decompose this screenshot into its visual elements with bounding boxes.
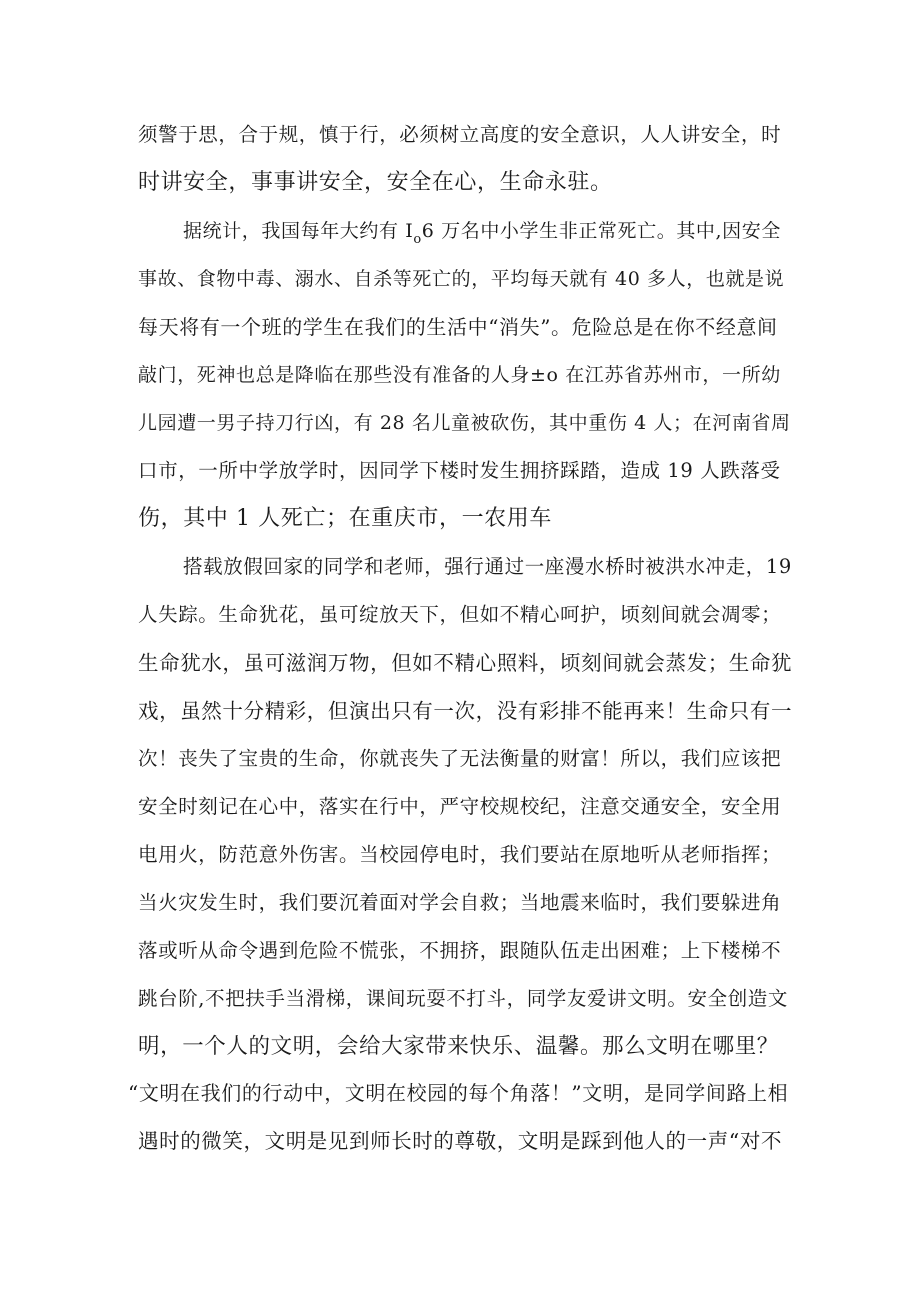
text-line: 人失踪。生命犹花，虽可绽放天下，但如不精心呵护，顷刻间就会凋零； — [138, 603, 782, 626]
text-line: 跳台阶,不把扶手当滑梯，课间玩耍不打斗，同学友爱讲文明。安全创造文 — [138, 987, 788, 1010]
text-line: 敲门，死神也总是降临在那些没有准备的人身±o 在江苏省苏州市，一所幼 — [138, 364, 781, 386]
text-line: 遇时的微笑，文明是见到师长时的尊敬，文明是踩到他人的一声“对不 — [138, 1129, 783, 1153]
text-line: 明，一个人的文明，会给大家带来快乐、温馨。那么文明在哪里？ — [138, 1034, 779, 1059]
text-line: 落或听从命令遇到危险不慌张，不拥挤，跟随队伍走出困难；上下楼梯不 — [138, 939, 782, 962]
text-line — [183, 216, 781, 246]
text-line: 生命犹水，虽可滋润万物，但如不精心照料，顷刻间就会蒸发；生命犹 — [138, 651, 793, 675]
text-line-part: 据统计，我国每年大约有 I — [183, 220, 414, 242]
text-line: “文明在我们的行动中，文明在校园的每个角落！”文明，是同学间路上相 — [128, 1081, 789, 1105]
text-line: 电用火，防范意外伤害。当校园停电时，我们要站在原地听从老师指挥； — [138, 843, 782, 866]
text-line: 搭载放假回家的同学和老师，强行通过一座漫水桥时被洪水冲走，19 — [183, 555, 792, 578]
text-line: 时讲安全，事事讲安全，安全在心，生命永驻。 — [138, 170, 613, 195]
subscript-o: o — [413, 232, 422, 247]
text-line-part: 6 万名中小学生非正常死亡。其中,因安全 — [421, 220, 781, 242]
text-line: 口市，一所中学放学时，因同学下楼时发生拥挤踩踏，造成 19 人跌落受 — [138, 459, 781, 482]
text-line: 安全时刻记在心中，落实在行中，严守校规校纪，注意交通安全，安全用 — [138, 795, 782, 818]
text-line: 须警于思，合于规，慎于行，必须树立高度的安全意识，人人讲安全，时 — [138, 123, 782, 146]
text-line: 每天将有一个班的学生在我们的生活中“消失”。危险总是在你不经意间 — [138, 315, 778, 339]
text-line: 儿园遭一男子持刀行凶，有 28 名儿童被砍伤，其中重伤 4 人；在河南省周 — [138, 412, 791, 434]
text-line: 伤，其中 1 人死亡；在重庆市，一农用车 — [138, 506, 552, 531]
text-line: 戏，虽然十分精彩，但演出只有一次，没有彩排不能再来！生命只有一 — [138, 699, 793, 723]
text-line: 次！丧失了宝贵的生命，你就丧失了无法衡量的财富！所以，我们应该把 — [138, 747, 782, 770]
text-line: 当火灾发生时，我们要沉着面对学会自救；当地震来临时，我们要躲进角 — [138, 891, 782, 914]
text-line: 事故、食物中毒、溺水、自杀等死亡的，平均每天就有 40 多人，也就是说 — [138, 268, 785, 290]
